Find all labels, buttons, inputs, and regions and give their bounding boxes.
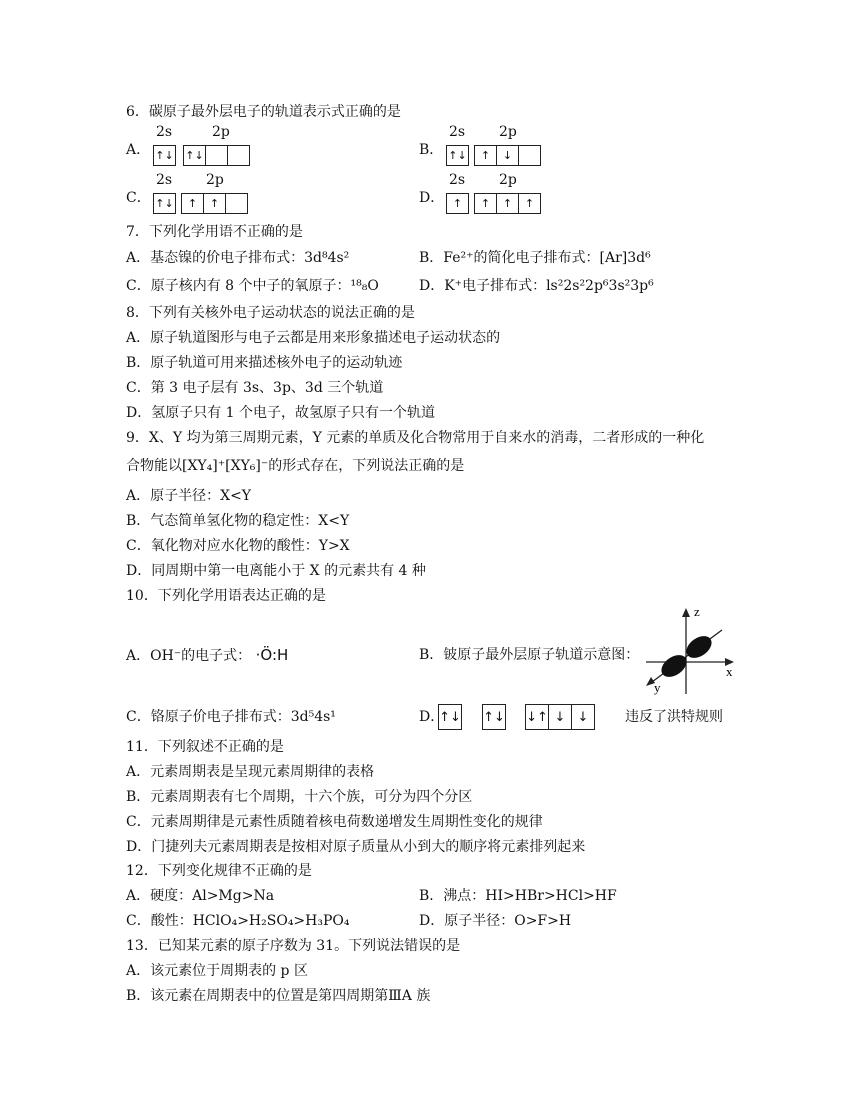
q11-option-c: C．元素周期律是元素性质随着核电荷数递增发生周期性变化的规律 <box>126 814 543 830</box>
q6-c-2p-cell-1: ↑ <box>182 194 204 213</box>
z-axis-label: z <box>694 604 700 619</box>
q6-c-2p-box <box>181 193 248 214</box>
q12-option-d: D．原子半径：O>F>H <box>419 913 572 929</box>
q13-option-a: A．该元素位于周期表的 p 区 <box>126 963 308 979</box>
q7-option-d: D．K⁺电子排布式：ls²2s²2p⁶3s²3p⁶ <box>419 278 654 294</box>
q6-option-d <box>419 172 559 218</box>
q6-b-2p-label: 2p <box>499 124 517 140</box>
q6-d-2p-box <box>474 193 541 214</box>
q9-stem-line2: 合物能以[XY₄]⁺[XY₆]⁻的形式存在，下列说法正确的是 <box>126 458 465 474</box>
q6-stem: 6．碳原子最外层电子的轨道表示式正确的是 <box>126 104 401 120</box>
q10-d-box-2 <box>482 704 506 730</box>
q10-d-box-3-cell-3: ↓ <box>577 709 589 725</box>
q6-d-2s-box <box>446 193 469 214</box>
q9-option-a: A．原子半径：X<Y <box>126 488 252 504</box>
q6-a-2p-label: 2p <box>212 124 230 140</box>
q6-b-2p-cell-3 <box>519 146 540 165</box>
q6-d-letter: D． <box>419 190 445 206</box>
q12-stem: 12．下列变化规律不正确的是 <box>126 863 312 879</box>
q6-c-2s-label: 2s <box>156 172 173 188</box>
q6-a-2s-cell: ↑↓ <box>155 149 174 162</box>
q12-option-b: B．沸点：HI>HBr>HCl>HF <box>419 888 617 904</box>
q8-option-a: A．原子轨道图形与电子云都是用来形象描述电子运动状态的 <box>126 330 501 346</box>
q6-b-letter: B． <box>419 142 444 158</box>
q8-option-c: C．第 3 电子层有 3s、3p、3d 三个轨道 <box>126 380 384 396</box>
q7-stem: 7．下列化学用语不正确的是 <box>126 224 303 240</box>
q6-c-2s-box <box>153 193 176 214</box>
q10-option-c: C．铬原子价电子排布式：3d⁵4s¹ <box>126 709 336 725</box>
q6-d-2p-cell-2: ↑ <box>497 194 519 213</box>
q10-d-box-2-cell: ↑↓ <box>483 709 505 725</box>
q10-d-box-3 <box>525 704 595 730</box>
q11-option-b: B．元素周期表有七个周期，十六个族，可分为四个分区 <box>126 789 473 805</box>
q8-option-d: D．氢原子只有 1 个电子，故氢原子只有一个轨道 <box>126 405 436 421</box>
q6-a-2s-box <box>153 145 176 166</box>
q10-d-box-3-cell-1: ↓↑ <box>526 705 549 729</box>
q10-option-d-tail: 违反了洪特规则 <box>625 709 723 725</box>
q6-c-letter: C． <box>126 190 151 206</box>
q6-d-2p-cell-3: ↑ <box>524 197 535 210</box>
q10-d-box-1-cell: ↑↓ <box>439 709 461 725</box>
beryllium-orbital-diagram <box>636 604 746 696</box>
q6-b-2s-box <box>446 145 469 166</box>
q6-option-b <box>419 124 559 170</box>
q10-a-electron-formula: ·Ö:H <box>255 646 289 664</box>
q13-stem: 13．已知某元素的原子序数为 31。下列说法错误的是 <box>126 938 461 954</box>
q10-option-d-letter: D． <box>419 709 445 725</box>
q6-option-a <box>126 124 266 170</box>
q7-option-c: C．原子核内有 8 个中子的氧原子：¹⁸₈O <box>126 278 379 294</box>
q6-b-2p-cell-2: ↓ <box>497 146 519 165</box>
q6-b-2s-label: 2s <box>449 124 466 140</box>
q6-b-2s-cell: ↑↓ <box>448 149 467 162</box>
q6-option-c <box>126 172 266 218</box>
q6-d-2p-label: 2p <box>499 172 517 188</box>
q6-a-2p-cell-2 <box>206 146 228 165</box>
q8-option-b: B．原子轨道可用来描述核外电子的运动轨迹 <box>126 355 403 371</box>
q10-d-box-1 <box>438 704 462 730</box>
q7-option-a: A．基态镍的价电子排布式：3d⁸4s² <box>126 250 350 266</box>
q11-stem: 11．下列叙述不正确的是 <box>126 739 284 755</box>
q11-option-a: A．元素周期表是呈现元素周期律的表格 <box>126 764 375 780</box>
q8-stem: 8．下列有关核外电子运动状态的说法正确的是 <box>126 305 415 321</box>
q12-option-c: C．酸性：HClO₄>H₂SO₄>H₃PO₄ <box>126 913 350 929</box>
q9-stem-line1: 9．X、Y 均为第三周期元素，Y 元素的单质及化合物常用于自来水的消毒，二者形成的一种化 <box>126 430 705 446</box>
q9-option-c: C．氧化物对应水化物的酸性：Y>X <box>126 538 350 554</box>
q11-option-d: D．门捷列夫元素周期表是按相对原子质量从小到大的顺序将元素排列起来 <box>126 839 586 855</box>
q6-a-2p-cell-1: ↑↓ <box>184 146 206 165</box>
q7-option-b: B．Fe²⁺的简化电子排布式：[Ar]3d⁶ <box>419 250 651 266</box>
q6-d-2s-label: 2s <box>449 172 466 188</box>
q6-a-letter: A． <box>126 142 151 158</box>
q6-d-2p-cell-1: ↑ <box>475 194 497 213</box>
q6-c-2p-cell-2: ↑ <box>204 194 226 213</box>
q10-stem: 10．下列化学用语表达正确的是 <box>126 588 326 604</box>
x-axis-label: x <box>726 664 733 679</box>
q10-d-box-3-cell-2: ↓ <box>549 705 572 729</box>
q6-c-2p-cell-3 <box>226 194 247 213</box>
q6-a-2p-box <box>183 145 250 166</box>
q10-option-b: B．铍原子最外层原子轨道示意图： <box>419 647 640 663</box>
q9-option-d: D．同周期中第一电离能小于 X 的元素共有 4 种 <box>126 563 426 579</box>
q6-b-2p-box <box>474 145 541 166</box>
q10-option-a <box>126 645 288 666</box>
q6-d-2s-cell: ↑ <box>452 197 463 210</box>
q10-a-text: A．OH⁻的电子式： <box>126 648 252 664</box>
q6-c-2p-label: 2p <box>206 172 224 188</box>
q12-option-a: A．硬度：Al>Mg>Na <box>126 888 275 904</box>
q6-a-2p-cell-3 <box>228 146 249 165</box>
q9-option-b: B．气态简单氢化物的稳定性：X<Y <box>126 513 350 529</box>
y-axis-label: y <box>654 680 661 695</box>
q6-b-2p-cell-1: ↑ <box>475 146 497 165</box>
q6-a-2s-label: 2s <box>156 124 173 140</box>
q13-option-b: B．该元素在周期表中的位置是第四周期第ⅢA 族 <box>126 988 431 1004</box>
q6-c-2s-cell: ↑↓ <box>155 197 174 210</box>
